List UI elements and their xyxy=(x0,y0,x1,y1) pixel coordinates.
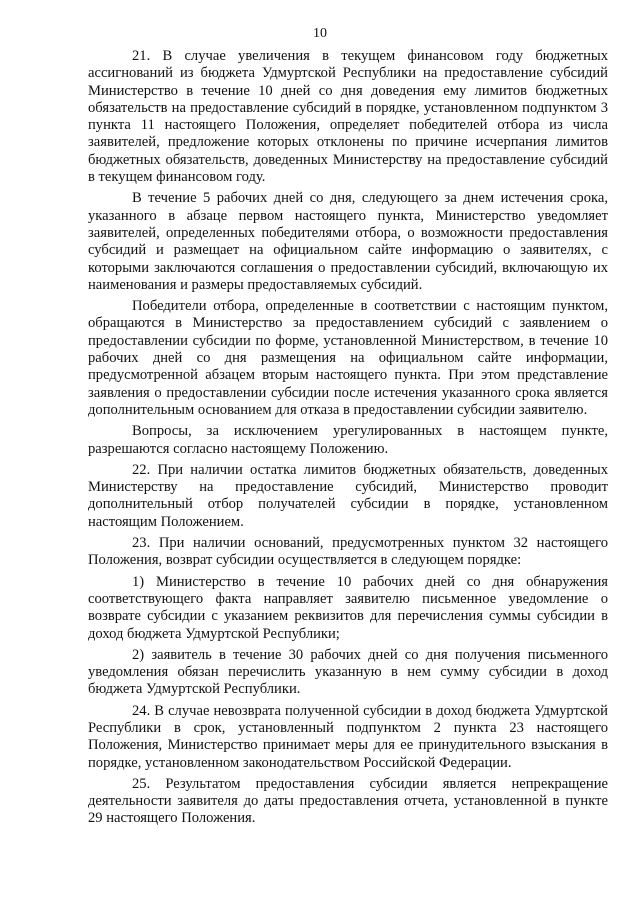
paragraph-21: 21. В случае увеличения в текущем финансовом году бюджетных ассигнований из бюджета Удмуртской Республики на предоставление субсидий Министерство в течение 10 дней со дня доведения ему лимитов бюджетных обязательств на предоставление субсидий в порядке, установленном подпунктом 3 пункта 11 настоящего Положения, определяет победителей отбора из числа заявителей, предложение которых отклонены по причине исчерпания лимитов бюджетных обязательств, доведенных Министерству на предоставление субсидий в текущем финансовом году. xyxy=(88,48,608,186)
paragraph-21-winners: Победители отбора, определенные в соответствии с настоящим пунктом, обращаются в Министерство за предоставлением субсидий с заявлением о предоставлении субсидии по форме, установленной Министерством, в течение 10 рабочих дней со дня размещения на официальном сайте информации, предусмотренной абзацем вторым настоящего пункта. При этом представление заявления о предоставлении субсидии после истечения указанного срока является дополнительным основанием для отказа в предоставлении субсидии заявителю. xyxy=(88,298,608,418)
paragraph-23-item-1: 1) Министерство в течение 10 рабочих дней со дня обнаружения соответствующего факта направляет заявителю письменное уведомление о возврате субсидии с указанием реквизитов для перечисления суммы субсидии в доход бюджета Удмуртской Республики; xyxy=(88,573,608,642)
document-body xyxy=(88,48,608,832)
paragraph-22: 22. При наличии остатка лимитов бюджетных обязательств, доведенных Министерству на предоставление субсидий, Министерство проводит дополнительный отбор получателей субсидии в порядке, установленном настоящим Положением. xyxy=(88,461,608,530)
paragraph-24: 24. В случае невозврата полученной субсидии в доход бюджета Удмуртской Республики в срок, установленный подпунктом 2 пункта 23 настоящего Положения, Министерство принимает меры для ее принудительного взыскания в порядке, установленном законодательством Российской Федерации. xyxy=(88,702,608,771)
paragraph-25: 25. Результатом предоставления субсидии является непрекращение деятельности заявителя до даты предоставления отчета, установленной в пункте 29 настоящего Положения. xyxy=(88,775,608,827)
paragraph-21-questions: Вопросы, за исключением урегулированных в настоящем пункте, разрешаются согласно настоящему Положению. xyxy=(88,423,608,457)
paragraph-21-notification: В течение 5 рабочих дней со дня, следующего за днем истечения срока, указанного в абзаце первом настоящего пункта, Министерство уведомляет заявителей, определенных победителями отбора, о возможности предоставления субсидий и размещает на официальном сайте информацию о заявителях, с которыми заключаются соглашения о предоставлении субсидий, включающую их наименования и размеры предоставляемых субсидий. xyxy=(88,190,608,293)
page-number: 10 xyxy=(313,26,327,41)
paragraph-23: 23. При наличии оснований, предусмотренных пунктом 32 настоящего Положения, возврат субсидии осуществляется в следующем порядке: xyxy=(88,535,608,569)
paragraph-23-item-2: 2) заявитель в течение 30 рабочих дней со дня получения письменного уведомления обязан перечислить указанную в нем сумму субсидии в доход бюджета Удмуртской Республики. xyxy=(88,646,608,698)
